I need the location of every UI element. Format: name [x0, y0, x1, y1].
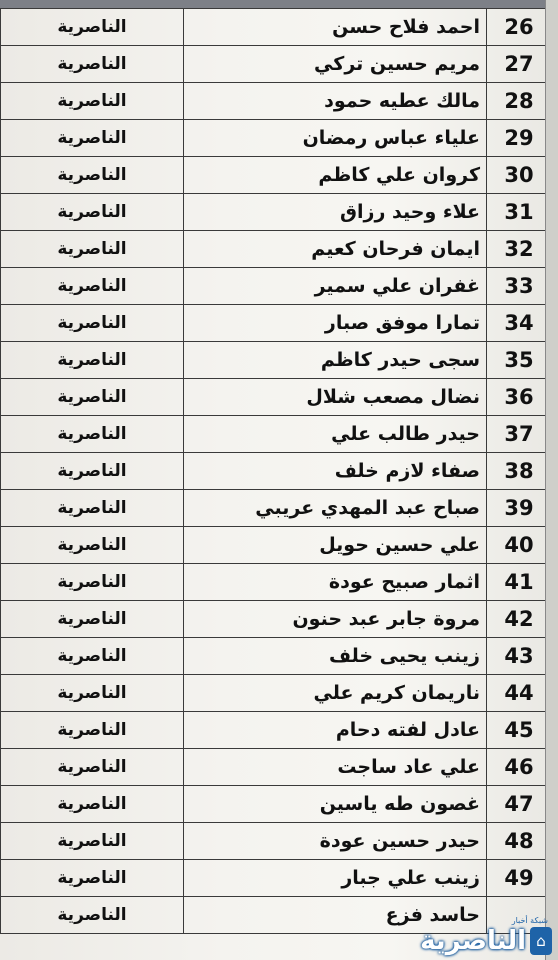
page-edge [545, 0, 558, 960]
person-name: ايمان فرحان كعيم [184, 231, 487, 268]
person-name: سجى حيدر كاظم [184, 342, 487, 379]
arch-logo-icon: ⌂ [530, 927, 552, 955]
city-name: الناصرية [1, 342, 184, 379]
city-name: الناصرية [1, 231, 184, 268]
table-row [1, 231, 552, 268]
city-name: الناصرية [1, 860, 184, 897]
watermark-logo [420, 916, 552, 956]
city-name: الناصرية [1, 490, 184, 527]
row-number: 41 [487, 564, 552, 601]
city-name: الناصرية [1, 305, 184, 342]
table-row [1, 749, 552, 786]
table-row [1, 416, 552, 453]
city-name: الناصرية [1, 9, 184, 46]
row-number: 30 [487, 157, 552, 194]
city-name: الناصرية [1, 749, 184, 786]
row-number: 31 [487, 194, 552, 231]
person-name: مريم حسين تركي [184, 46, 487, 83]
row-number: 42 [487, 601, 552, 638]
row-number: 43 [487, 638, 552, 675]
table-row [1, 638, 552, 675]
city-name: الناصرية [1, 675, 184, 712]
row-number: 38 [487, 453, 552, 490]
table-row [1, 453, 552, 490]
row-number: 26 [487, 9, 552, 46]
row-number: 45 [487, 712, 552, 749]
row-number: 49 [487, 860, 552, 897]
row-number: 46 [487, 749, 552, 786]
table-row [1, 601, 552, 638]
person-name: تمارا موفق صبار [184, 305, 487, 342]
row-number: 33 [487, 268, 552, 305]
table-row [1, 786, 552, 823]
row-number: 40 [487, 527, 552, 564]
city-name: الناصرية [1, 564, 184, 601]
city-name: الناصرية [1, 268, 184, 305]
row-number: 32 [487, 231, 552, 268]
person-name: مالك عطيه حمود [184, 83, 487, 120]
city-name: الناصرية [1, 786, 184, 823]
person-name: صفاء لازم خلف [184, 453, 487, 490]
table-row [1, 712, 552, 749]
person-name: مروة جابر عبد حنون [184, 601, 487, 638]
person-name: غفران علي سمير [184, 268, 487, 305]
row-number: 48 [487, 823, 552, 860]
person-name: علي حسين حويل [184, 527, 487, 564]
person-name: ناريمان كريم علي [184, 675, 487, 712]
city-name: الناصرية [1, 453, 184, 490]
table-row [1, 527, 552, 564]
person-name: زينب يحيى خلف [184, 638, 487, 675]
row-number: 39 [487, 490, 552, 527]
row-number: 44 [487, 675, 552, 712]
row-number: 27 [487, 46, 552, 83]
row-number: 28 [487, 83, 552, 120]
table-row [1, 823, 552, 860]
table-row [1, 675, 552, 712]
person-name: حيدر حسين عودة [184, 823, 487, 860]
city-name: الناصرية [1, 897, 184, 934]
city-name: الناصرية [1, 601, 184, 638]
person-name: زينب علي جبار [184, 860, 487, 897]
city-name: الناصرية [1, 194, 184, 231]
row-number: 29 [487, 120, 552, 157]
names-table [0, 8, 552, 934]
person-name: كروان علي كاظم [184, 157, 487, 194]
person-name: علي عاد ساجت [184, 749, 487, 786]
table-row [1, 342, 552, 379]
table-row [1, 157, 552, 194]
row-number: 36 [487, 379, 552, 416]
table-row [1, 268, 552, 305]
table-row [1, 379, 552, 416]
person-name: حيدر طالب علي [184, 416, 487, 453]
person-name: حاسد فزع [184, 897, 487, 934]
table-row [1, 46, 552, 83]
row-number: 35 [487, 342, 552, 379]
person-name: غصون طه ياسين [184, 786, 487, 823]
table-row [1, 9, 552, 46]
table-row [1, 120, 552, 157]
table-row [1, 490, 552, 527]
person-name: علاء وحيد رزاق [184, 194, 487, 231]
row-number: 37 [487, 416, 552, 453]
city-name: الناصرية [1, 379, 184, 416]
city-name: الناصرية [1, 416, 184, 453]
city-name: الناصرية [1, 83, 184, 120]
city-name: الناصرية [1, 823, 184, 860]
row-number: 34 [487, 305, 552, 342]
table-row [1, 564, 552, 601]
table-row [1, 860, 552, 897]
city-name: الناصرية [1, 120, 184, 157]
table-row [1, 194, 552, 231]
watermark-text: الناصرية [420, 926, 526, 956]
person-name: علياء عباس رمضان [184, 120, 487, 157]
table-row [1, 305, 552, 342]
person-name: عادل لفته دحام [184, 712, 487, 749]
person-name: اثمار صبيح عودة [184, 564, 487, 601]
row-number: 47 [487, 786, 552, 823]
city-name: الناصرية [1, 527, 184, 564]
person-name: احمد فلاح حسن [184, 9, 487, 46]
city-name: الناصرية [1, 157, 184, 194]
city-name: الناصرية [1, 638, 184, 675]
person-name: نضال مصعب شلال [184, 379, 487, 416]
table-row [1, 83, 552, 120]
person-name: صباح عبد المهدي عريبي [184, 490, 487, 527]
top-strip [0, 0, 558, 8]
city-name: الناصرية [1, 712, 184, 749]
city-name: الناصرية [1, 46, 184, 83]
watermark-subtext: شبكة أخبار [511, 916, 548, 925]
